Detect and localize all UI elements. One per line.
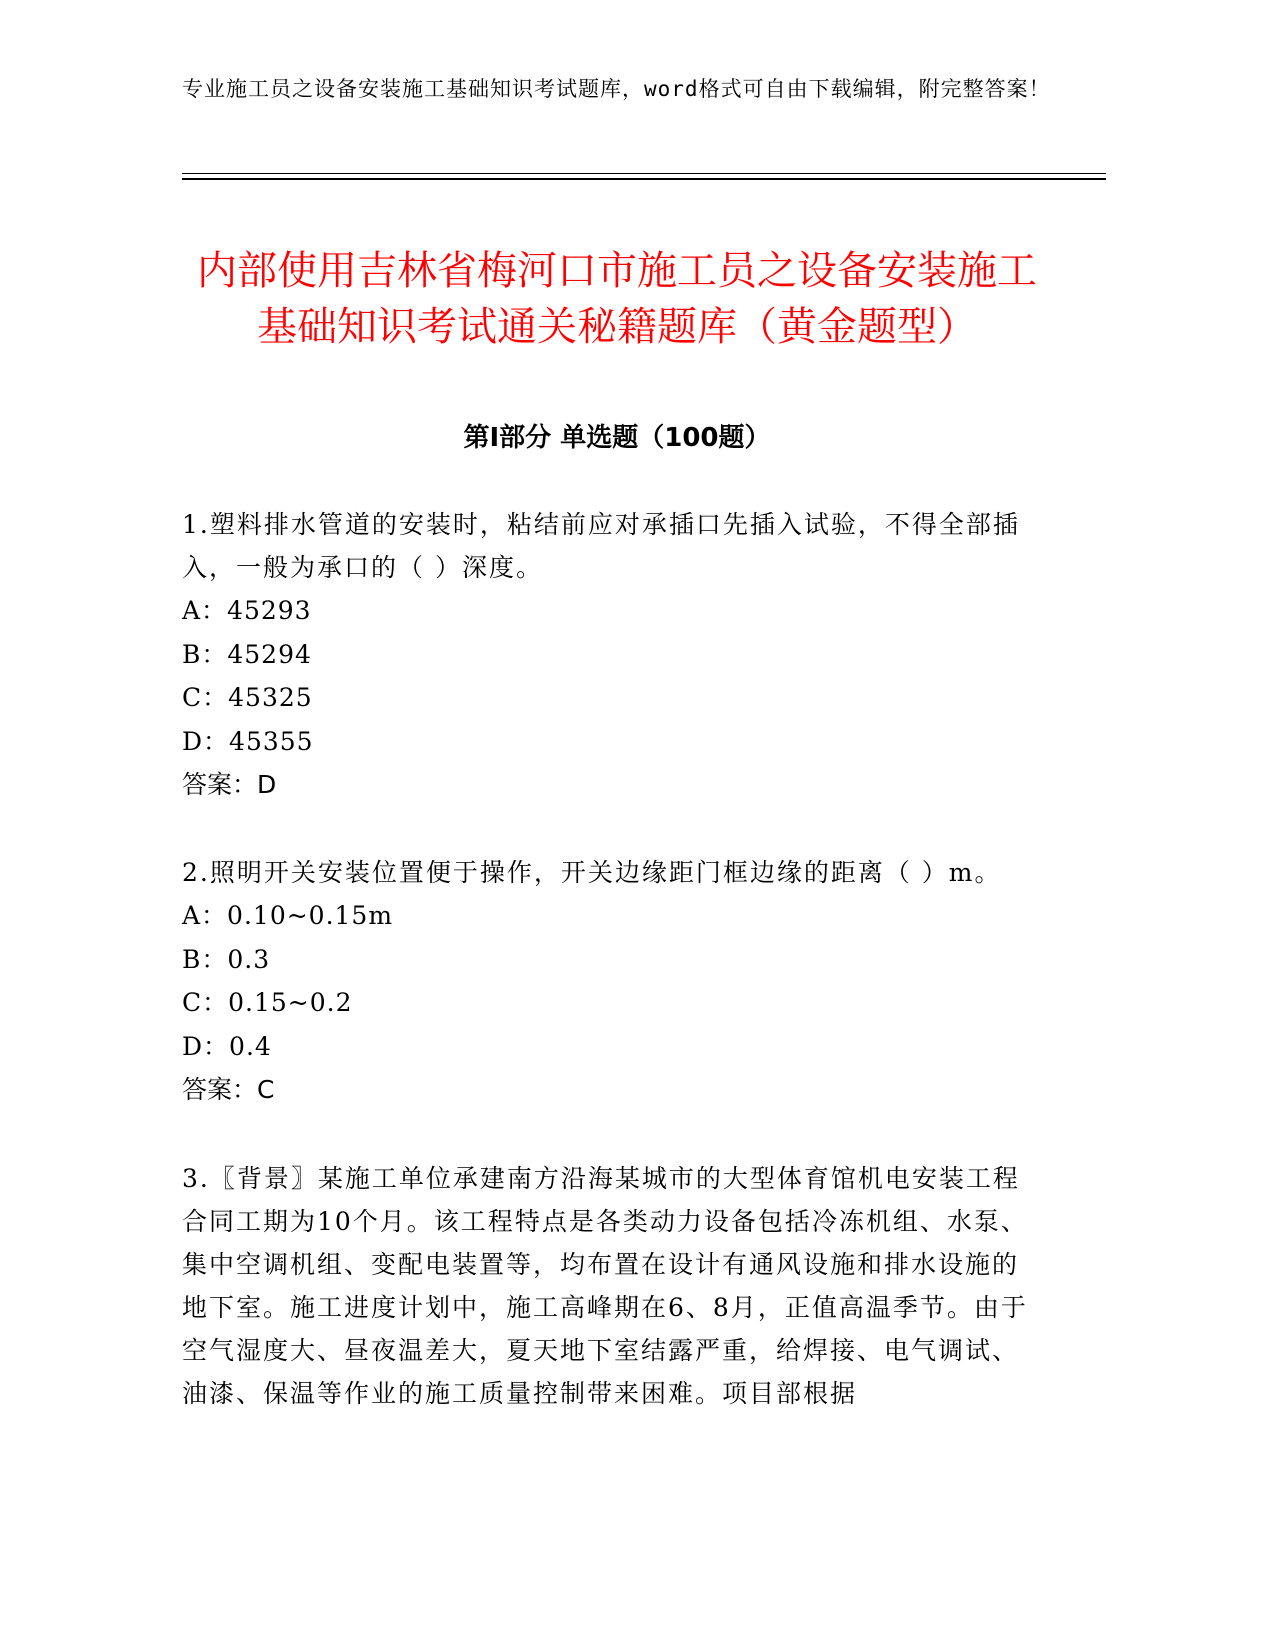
option-c: C：0.15~0.2 xyxy=(182,988,353,1017)
question-3 xyxy=(182,1157,1042,1415)
option-d: D：45355 xyxy=(182,726,314,756)
option-c: C：45325 xyxy=(182,683,313,712)
document-title: 内部使用吉林省梅河口市施工员之设备安装施工基础知识考试通关秘籍题库（黄金题型） xyxy=(197,247,1037,350)
section-heading: 第Ⅰ部分 单选题（100题） xyxy=(463,423,771,453)
question-text: 3.〖背景〗某施工单位承建南方沿海某城市的大型体育馆机电安装工程合同工期为10个月。该工程特点是各类动力设备包括冷冻机组、水泵、集中空调机组、变配电装置等，均布置在设计有通风设施和排水设施的地下室。施工进度计划中，施工高峰期在6、8月，正值高温季节。由于空气湿度大、昼夜温差大，夏天地下室结露严重，给焊接、电气调试、油漆、保温等作业的施工质量控制带来困难。项目部根据 xyxy=(182,1164,1028,1408)
answer: 答案：D xyxy=(182,770,277,799)
option-a: A：0.10~0.15m xyxy=(182,901,394,930)
option-b: B：45294 xyxy=(182,639,312,669)
question-text: 1.塑料排水管道的安装时，粘结前应对承插口先插入试验，不得全部插入，一般为承口的（ ）深度。 xyxy=(182,510,1020,582)
option-a: A：45293 xyxy=(182,596,312,625)
question-text: 2.照明开关安装位置便于操作，开关边缘距门框边缘的距离（ ）m。 xyxy=(182,858,1002,887)
header-divider-thin xyxy=(182,173,1106,174)
option-b: B：0.3 xyxy=(182,944,271,974)
question-2 xyxy=(182,851,1042,1112)
answer: 答案：C xyxy=(182,1075,275,1104)
header-note: 专业施工员之设备安装施工基础知识考试题库，word格式可自由下载编辑，附完整答案！ xyxy=(182,77,1051,101)
header-divider-thick xyxy=(182,178,1106,180)
question-1 xyxy=(182,503,1042,807)
option-d: D：0.4 xyxy=(182,1031,272,1061)
